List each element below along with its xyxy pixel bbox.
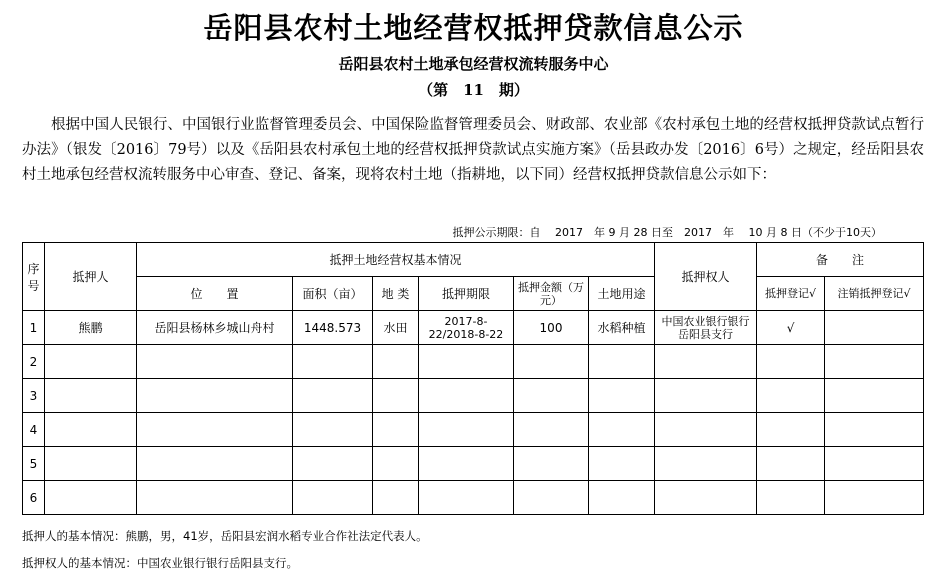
cell-area bbox=[293, 481, 373, 515]
cell-cancel-registration bbox=[825, 311, 924, 345]
cell-seq: 4 bbox=[23, 413, 45, 447]
intro-paragraph: 根据中国人民银行、中国银行业监督管理委员会、中国保险监督管理委员会、财政部、农业部《农村承包土地的经营权抵押贷款试点暂行办法》（银发〔2016〕79号）以及《岳阳县农村承包土地的经营权抵押贷款试点实施方案》（岳县政办发〔2016〕6号）之规定，经岳阳县农村土地承包经营权流转服务中心审查、登记、备案，现将农村土地（指耕地，以下同）经营权抵押贷款信息公示如下： bbox=[22, 117, 924, 183]
cell-land-use bbox=[589, 447, 655, 481]
header-amount: 抵押金额（万元） bbox=[514, 277, 589, 311]
cell-location bbox=[137, 345, 293, 379]
cell-mortgagee bbox=[655, 345, 757, 379]
cell-seq: 3 bbox=[23, 379, 45, 413]
publicity-period: 抵押公示期限：自 2017 年 9 月 28 日至 2017 年 10 月 8 日（不少于10天） bbox=[452, 226, 882, 239]
cell-mortgagee bbox=[655, 447, 757, 481]
cell-seq: 2 bbox=[23, 345, 45, 379]
cell-land-type: 水田 bbox=[373, 311, 419, 345]
cell-cancel-registration bbox=[825, 481, 924, 515]
table-row bbox=[23, 413, 924, 447]
cell-amount bbox=[514, 413, 589, 447]
cell-amount bbox=[514, 379, 589, 413]
cell-term bbox=[419, 413, 514, 447]
cell-amount: 100 bbox=[514, 311, 589, 345]
cell-registration bbox=[757, 481, 825, 515]
header-registration: 抵押登记√ bbox=[757, 277, 825, 311]
cell-land-type bbox=[373, 413, 419, 447]
cell-registration: √ bbox=[757, 311, 825, 345]
cell-seq: 6 bbox=[23, 481, 45, 515]
page-subtitle: 岳阳县农村土地承包经营权流转服务中心 bbox=[338, 55, 609, 73]
header-term: 抵押期限 bbox=[419, 277, 514, 311]
table-row bbox=[23, 481, 924, 515]
cell-land-use: 水稻种植 bbox=[589, 311, 655, 345]
cell-land-type bbox=[373, 379, 419, 413]
cell-amount bbox=[514, 481, 589, 515]
cell-land-type bbox=[373, 345, 419, 379]
cell-cancel-registration bbox=[825, 413, 924, 447]
cell-area: 1448.573 bbox=[293, 311, 373, 345]
header-area: 面积（亩） bbox=[293, 277, 373, 311]
issue-number: （第 11 期） bbox=[418, 81, 529, 99]
cell-cancel-registration bbox=[825, 379, 924, 413]
cell-term bbox=[419, 379, 514, 413]
cell-registration bbox=[757, 345, 825, 379]
cell-area bbox=[293, 345, 373, 379]
table-header-row-1 bbox=[23, 243, 924, 277]
cell-cancel-registration bbox=[825, 447, 924, 481]
table-header-row-2 bbox=[23, 277, 924, 311]
cell-mortgagor bbox=[45, 447, 137, 481]
header-location: 位 置 bbox=[137, 277, 293, 311]
cell-land-use bbox=[589, 481, 655, 515]
header-land-info: 抵押土地经营权基本情况 bbox=[137, 243, 655, 277]
header-mortgagee: 抵押权人 bbox=[655, 243, 757, 311]
cell-cancel-registration bbox=[825, 345, 924, 379]
page-title: 岳阳县农村土地经营权抵押贷款信息公示 bbox=[203, 11, 744, 45]
cell-mortgagor: 熊鹏 bbox=[45, 311, 137, 345]
table-row bbox=[23, 345, 924, 379]
table-row bbox=[23, 311, 924, 345]
cell-mortgagor bbox=[45, 481, 137, 515]
cell-term bbox=[419, 481, 514, 515]
loan-info-table bbox=[22, 242, 924, 515]
table-row bbox=[23, 447, 924, 481]
cell-area bbox=[293, 379, 373, 413]
cell-registration bbox=[757, 379, 825, 413]
cell-location: 岳阳县杨林乡城山舟村 bbox=[137, 311, 293, 345]
header-cancel-registration: 注销抵押登记√ bbox=[825, 277, 924, 311]
cell-mortgagee: 中国农业银行银行岳阳县支行 bbox=[655, 311, 757, 345]
cell-land-type bbox=[373, 481, 419, 515]
cell-location bbox=[137, 447, 293, 481]
cell-location bbox=[137, 379, 293, 413]
cell-term bbox=[419, 447, 514, 481]
header-land-type: 地 类 bbox=[373, 277, 419, 311]
cell-term: 2017-8-22/2018-8-22 bbox=[419, 311, 514, 345]
cell-location bbox=[137, 481, 293, 515]
cell-seq: 1 bbox=[23, 311, 45, 345]
cell-seq: 5 bbox=[23, 447, 45, 481]
cell-land-use bbox=[589, 379, 655, 413]
cell-mortgagee bbox=[655, 413, 757, 447]
header-mortgagor: 抵押人 bbox=[45, 243, 137, 311]
cell-amount bbox=[514, 447, 589, 481]
cell-area bbox=[293, 413, 373, 447]
cell-area bbox=[293, 447, 373, 481]
cell-registration bbox=[757, 447, 825, 481]
header-seq: 序号 bbox=[23, 243, 45, 311]
cell-registration bbox=[757, 413, 825, 447]
cell-land-type bbox=[373, 447, 419, 481]
header-remarks: 备 注 bbox=[757, 243, 924, 277]
cell-mortgagor bbox=[45, 413, 137, 447]
header-land-use: 土地用途 bbox=[589, 277, 655, 311]
cell-land-use bbox=[589, 345, 655, 379]
cell-mortgagee bbox=[655, 481, 757, 515]
cell-location bbox=[137, 413, 293, 447]
mortgagee-info: 抵押权人的基本情况：中国农业银行银行岳阳县支行。 bbox=[22, 556, 298, 570]
cell-term bbox=[419, 345, 514, 379]
cell-mortgagee bbox=[655, 379, 757, 413]
cell-mortgagor bbox=[45, 345, 137, 379]
mortgagor-info: 抵押人的基本情况：熊鹏，男，41岁，岳阳县宏润水稻专业合作社法定代表人。 bbox=[22, 529, 428, 543]
cell-land-use bbox=[589, 413, 655, 447]
cell-amount bbox=[514, 345, 589, 379]
table-row bbox=[23, 379, 924, 413]
cell-mortgagor bbox=[45, 379, 137, 413]
